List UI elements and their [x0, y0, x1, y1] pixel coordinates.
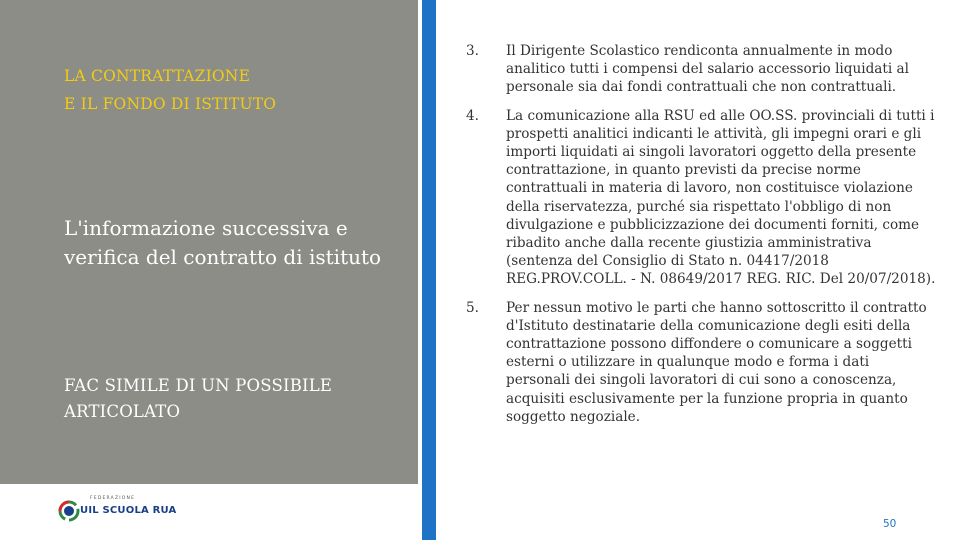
list-item-number: 5. — [466, 299, 479, 316]
uil-scuola-logo — [58, 494, 177, 528]
page-number: 50 — [883, 518, 897, 530]
article-list — [466, 42, 936, 426]
list-item — [466, 107, 936, 289]
list-item-text: Il Dirigente Scolastico rendiconta annualmente in modo analitico tutti i compensi del salario accessorio liquidati al personale sia dai fondi contrattuali che non contrattuali. — [506, 43, 909, 96]
list-item-number: 3. — [466, 43, 479, 59]
fac-simile-label: FAC SIMILE DI UN POSSIBILE ARTICOLATO — [64, 376, 333, 421]
list-item-text: La comunicazione alla RSU ed alle OO.SS. provinciali di tutti i prospetti analitici indicanti le attività, gli impegni orari e gli importi liquidati ai singoli lavoratori oggetto della presente contrattazione, in quanto previsti da precise norme contrattuali in materia di lavoro, non costituisce violazione della riservatezza, purché sia rispettato l'obbligo di non divulgazione e pubblicizzazione dei documenti forniti, come ribadito anche dalla recente giustizia amministrativa (sentenza del Consiglio di Stato n. 04417/2018 REG.PROV.COLL. - N. 08649/2017 REG. RIC. Del 20/07/2018). — [506, 107, 936, 288]
section-heading — [64, 62, 394, 118]
list-item — [466, 299, 936, 426]
logo-mark-icon — [58, 500, 80, 522]
logo-main-text: UIL SCUOLA RUA — [80, 505, 177, 516]
slide-subtitle: L'informazione successiva e verifica del contratto di istituto — [64, 216, 382, 269]
heading-line-2: E IL FONDO DI ISTITUTO — [64, 95, 277, 113]
logo-top-text: FEDERAZIONE — [90, 496, 136, 501]
list-item-text: Per nessun motivo le parti che hanno sottoscritto il contratto d'Istituto destinatarie della comunicazione degli esiti della contrattazione possono diffondere o comunicare a soggetti esterni o utilizzare in qualunque modo e forma i dati personali dei singoli lavoratori di cui sono a conoscenza, acquisiti esclusivamente per la funzione propria in quanto soggetto negoziale. — [506, 299, 927, 425]
heading-line-1: LA CONTRATTAZIONE — [64, 67, 251, 85]
list-item — [466, 42, 936, 97]
accent-bar-divider — [418, 0, 422, 540]
list-item-number: 4. — [466, 107, 479, 124]
